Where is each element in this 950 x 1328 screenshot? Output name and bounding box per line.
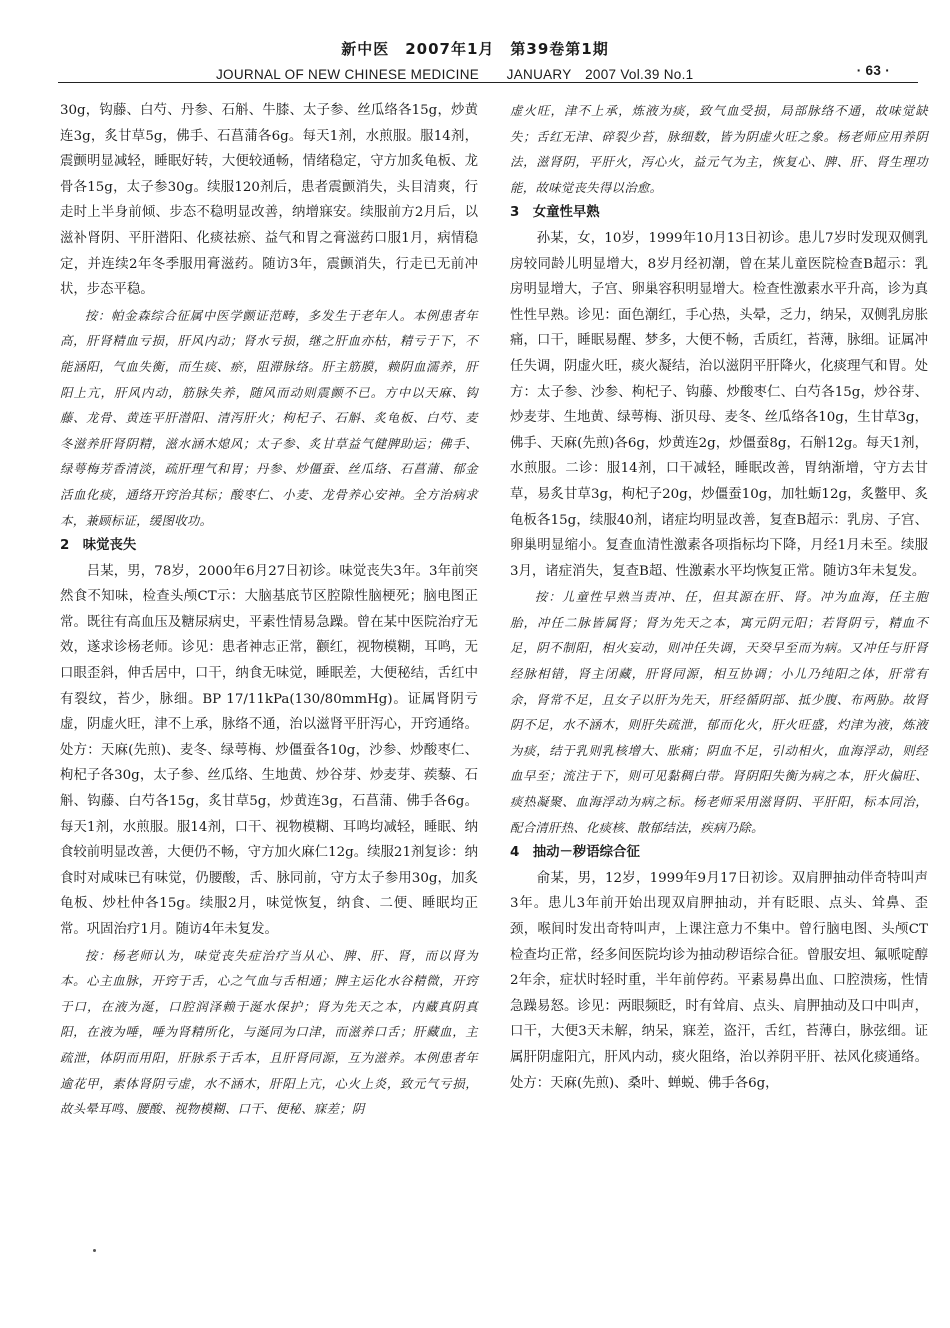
case1-continuation: 30g，钩藤、白芍、丹参、石斛、牛膝、太子参、丝瓜络各15g，炒黄连3g，炙甘草5g，佛手、石菖蒲各6g。每天1剂，水煎服。服14剂，震颤明显减轻，睡眠好转，大便较通畅，情绪稳定，守方加炙龟板、龙骨各15g，太子参30g。续服120剂后，患者震颤消失，头目清爽，行走时上半身前倾、步态不稳明显改善，纳增寐安。续服前方2月后，以滋补肾阴、平肝潜阳、化痰祛瘀、益气和胃之膏滋药口服1月，病情稳定，并连续2年冬季服用膏滋药。随访3年，震颤消失，行走已无前冲状，步态平稳。 [60, 103, 478, 298]
section-2-heading: 2 味觉丧失 [60, 538, 137, 554]
left-column [60, 98, 478, 1122]
scan-speck [93, 1249, 96, 1252]
page-header [0, 38, 950, 83]
case1-commentary: 按：帕金森综合征属中医学颤证范畴，多发生于老年人。本例患者年高，肝肾精血亏损，肝风内动；肾水亏损，继之肝血亦枯，精亏于下，不能涵阳，气血失衡，而生痰、瘀，阻滞脉络。肝主筋膜，赖阴血濡养，肝阳上亢，肝风内动，筋脉失养，随风而动则震颤不已。方中以天麻、钩藤、龙骨、黄连平肝潜阳、清泻肝火；枸杞子、石斛、炙龟板、白芍、麦冬滋养肝肾阴精，滋水涵木熄风；太子参、炙甘草益气健脾助运；佛手、绿萼梅芳香清淡，疏肝理气和胃；丹参、炒僵蚕、丝瓜络、石菖蒲、郁金活血化痰，通络开窍治其标；酸枣仁、小麦、龙骨养心安神。全方治病求本，兼顾标证，缓图收功。 [60, 307, 478, 528]
case2-commentary-continued: 虚火旺，津不上承，炼液为痰，致气血受损，局部脉络不通，故味觉缺失；舌红无津、碎裂少苔，脉细数，皆为阴虚火旺之象。杨老师应用养阴法，滋肾阴，平肝火，泻心火，益元气为主，恢复心、脾、肝、肾生理功能，故味觉丧失得以治愈。 [510, 103, 928, 195]
section-4-heading: 4 抽动－秽语综合征 [510, 845, 640, 861]
case3-commentary: 按：儿童性早熟当责冲、任，但其源在肝、肾。冲为血海，任主胞胎，冲任二脉皆属肾；肾为先天之本，寓元阴元阳；若肾阴亏，精血不足，阴不制阳，相火妄动，则冲任失调，天癸早至而为病。又冲任与肝肾经脉相错，肾主闭藏，肝肾同源，相互协调；小儿乃纯阳之体，肝常有余，肾常不足，且女子以肝为先天，肝经循阴部、抵少腹、布两胁。故肾阴不足，水不涵木，则肝失疏泄，郁而化火，肝火旺盛，灼津为液，炼液为痰，结于乳则乳核增大、胀痛；阴血不足，引动相火，血海浮动，则经血早至；流注于下，则可见黏稠白带。肾阴阳失衡为病之本，肝火偏旺、痰热凝聚、血海浮动为病之标。杨老师采用滋肾阴、平肝阳，标本同治，配合清肝热、化痰核、散郁结法，疾病乃除。 [510, 589, 928, 835]
section-3-heading: 3 女童性早熟 [510, 205, 600, 221]
case2-commentary: 按：杨老师认为，味觉丧失症治疗当从心、脾、肝、肾，而以肾为本。心主血脉，开窍于舌，心之气血与舌相通；脾主运化水谷精微，开窍于口，在液为涎，口腔润泽赖于涎水保护；肾为先天之本，内藏真阴真阳，在液为唾，唾为肾精所化，与涎同为口津，而滋养口舌；肝藏血，主疏泄，体阴而用阳，肝脉系于舌本，且肝肾同源，互为滋养。本例患者年逾花甲，素体肾阴亏虚，水不涵木，肝阳上亢，心火上炎，致元气亏损，故头晕耳鸣、腰酸、视物模糊、口干、便秘、寐差；阴 [60, 947, 478, 1117]
right-column [510, 98, 928, 1096]
case4-body: 俞某，男，12岁，1999年9月17日初诊。双肩胛抽动伴奇特叫声3年。患儿3年前开始出现双肩胛抽动，并有眨眼、点头、耸鼻、歪颈，喉间时发出奇特叫声，上课注意力不集中。曾行脑电图、头颅CT检查均正常，经多间医院均诊为抽动秽语综合征。曾服安坦、氟哌啶醇2年余，症状时轻时重，半年前停药。平素易鼻出血、口腔溃疡，性情急躁易怒。诊见：两眼频眨，时有耸肩、点头、肩胛抽动及口中叫声，口干，大便3天未解，纳呆，寐差，盗汗，舌红，苔薄白，脉弦细。证属肝阴虚阳亢，肝风内动，痰火阻络，治以养阴平肝、祛风化痰通络。处方：天麻(先煎)、桑叶、蝉蜕、佛手各6g， [510, 870, 928, 1091]
header-rule [58, 82, 918, 83]
case3-body: 孙某，女，10岁，1999年10月13日初诊。患儿7岁时发现双侧乳房较同龄儿明显增大，8岁月经初潮，曾在某儿童医院检查B超示：乳房明显增大，子宫、卵巢容积明显增大。检查性激素水平升高，诊为真性性早熟。诊见：面色潮红，手心热，头晕，乏力，纳呆，双侧乳房胀痛，口干，睡眠易醒、梦多，大便不畅，舌质红，苔薄，脉细。证属冲任失调，阴虚火旺，痰火凝结，治以滋阴平肝降火，化痰理气和胃。处方：太子参、沙参、枸杞子、钩藤、炒酸枣仁、白芍各15g，炒谷芽、炒麦芽、生地黄、绿萼梅、浙贝母、麦冬、丝瓜络各10g，生甘草3g，佛手、天麻(先煎)各6g，炒黄连2g，炒僵蚕8g，石斛12g。每天1剂，水煎服。二诊：服14剂，口干减轻，睡眠改善，胃纳渐增，守方去甘草，易炙甘草3g，枸杞子20g，炒僵蚕10g，加牡蛎12g，炙鳖甲、炙龟板各15g，续服40剂，诸症均明显改善，复查B超示：乳房、子宫、卵巢明显缩小。复查血清性激素各项指标均下降，月经1月未至。续服3月，诸症消失，复查B超、性激素水平均恢复正常。随访3年未复发。 [510, 230, 928, 579]
journal-issue-line: 新中医 2007年1月 第39卷第1期 [341, 40, 609, 58]
page-number: · 63 · [856, 63, 890, 78]
case2-body: 吕某，男，78岁，2000年6月27日初诊。味觉丧失3年。3年前突然食不知味，检查头颅CT示：大脑基底节区腔隙性脑梗死；脑电图正常。既往有高血压及糖尿病史，平素性情易急躁。曾在某中医院治疗无效，遂求诊杨老师。诊见：患者神志正常，颧红，视物模糊，耳鸣，无口眼歪斜，伸舌居中，口干，纳食无味觉，睡眠差，大便秘结，舌红中有裂纹，苔少，脉细。BP 17/11kPa(130/80mmHg)。证属肾阴亏虚，阴虚火旺，津不上承，脉络不通，治以滋肾平肝泻心，开窍通络。处方：天麻(先煎)、麦冬、绿萼梅、炒僵蚕各10g，沙参、炒酸枣仁、枸杞子各30g，太子参、丝瓜络、生地黄、炒谷芽、炒麦芽、蒺藜、石斛、钩藤、白芍各15g，炙甘草5g，炒黄连3g，石菖蒲、佛手各6g。每天1剂，水煎服。服14剂，口干、视物模糊、耳鸣均减轻，睡眠、纳食较前明显改善，大便仍不畅，守方加火麻仁12g。续服21剂复诊：纳食时对咸味已有味觉，仍腰酸，舌、脉同前，守方太子参用30g，加炙龟板、炒杜仲各15g。续服2月，味觉恢复，纳食、二便、睡眠均正常。巩固治疗1月。随访4年未复发。 [60, 563, 478, 937]
journal-english-line [0, 63, 950, 83]
journal-name: JOURNAL OF NEW CHINESE MEDICINE JANUARY 2007 Vol.39 No.1 [216, 67, 694, 82]
